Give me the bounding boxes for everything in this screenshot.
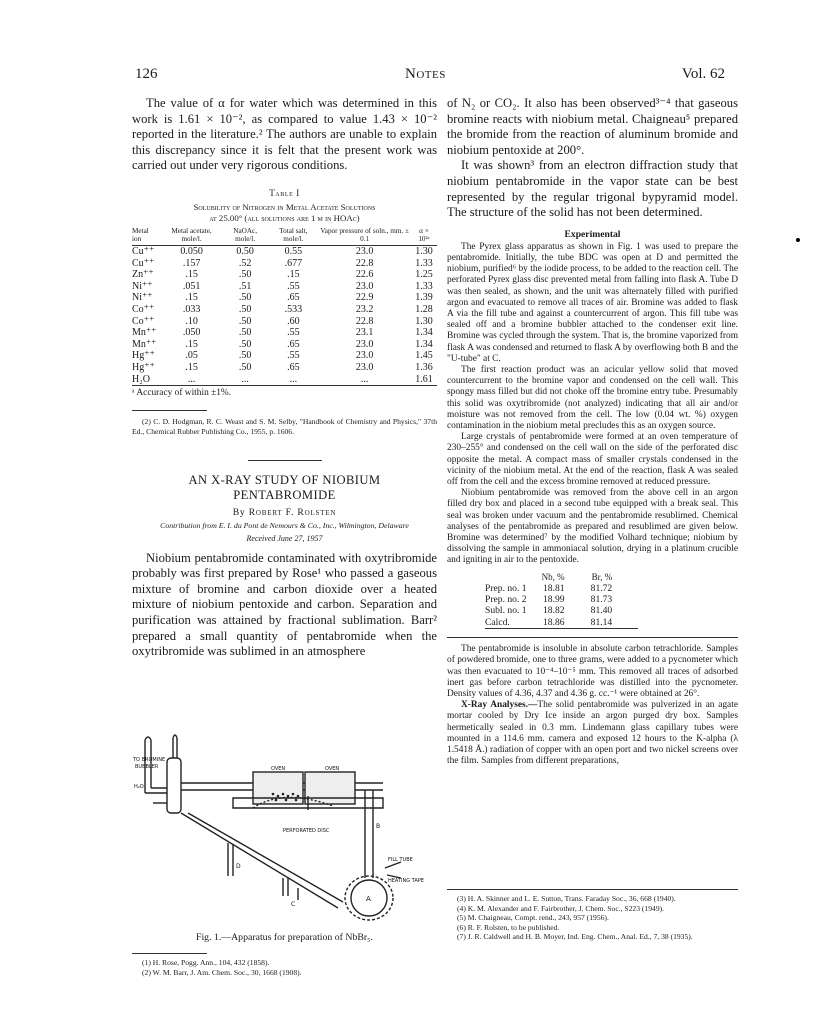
right-paragraph-2: It was shown³ from an electron diffraction study that niobium pentabromide in the vapor state can be best represented by the regular trigonal bypyramid model. The structure of the solid has not been determined. [447,158,738,220]
author-name: Robert F. Rolsten [248,507,337,519]
table-row [132,304,437,316]
table-cell: Co⁺⁺ [132,315,155,327]
running-header [135,66,725,86]
table-cell: 22.8 [355,257,374,269]
page-number: 126 [135,66,158,82]
xray-text: The solid pentabromide was pulverized in an agate mortar cooled by Dry Ice inside an argon purged dry box. Samples hermetically sealed in 0.3 mm. Lindemann glass capillary tubes were mounted in a 114.6 mm. camera and exposed 12 hours to the K-alpha (λ 1.5418 Å.) radiation of copper with an open port and two nickel screens over the film. Samples from different preparations, [447,700,738,767]
table-cell: 23.2 [355,303,374,315]
article-title-line2: PENTABROMIDE [233,488,336,503]
footnote: (6) R. F. Rolsten, to be published. [457,922,560,932]
table-cell: .65 [287,361,300,373]
table-cell: .50 [238,327,252,339]
footnote-separator-left [132,953,207,954]
analysis-cell: Prep. no. 1 [485,582,527,594]
table-cell: 23.0 [355,245,374,257]
table-title: Solubility of Nitrogen in Metal Acetate Solutions [193,201,376,212]
table-row [132,362,437,374]
table-cell: .050 [182,327,201,339]
footnote-2 [132,417,437,436]
analysis-row [485,583,638,594]
letter-a: A [366,895,371,903]
table-cell: Zn⁺⁺ [132,269,154,281]
table-cell: 1.45 [415,350,433,362]
footnote: (3) H. A. Skinner and L. E. Sutton, Trans. Faraday Soc., 36, 668 (1940). [457,894,676,903]
table-cell: 1.25 [415,269,433,281]
table-cell: .05 [185,350,198,362]
col-header: Metal ion [132,227,161,246]
experimental-paragraph-2: The first reaction product was an acicular yellow solid that moved countercurrent to the bromine vapor and condensed on the cell wall. This spongy mass filled but did not choke off the bromine entry tube. Presumably this solid was oxytribromide (not analyzed) indicating that all air and/or moisture was not removed from the cell. The low (0.04 wt. %) oxygen contamination in the niobium metal precludes this as an oxygen source. [447,364,738,431]
table-cell: 0.50 [236,245,254,257]
table-cell: 23.0 [355,280,374,292]
journal-section: Notes [405,66,446,82]
table-cell: .55 [287,280,300,292]
table-cell: 22.8 [355,315,374,327]
analysis-cell: 18.99 [543,594,565,606]
article-divider [248,460,322,461]
solubility-table-block [132,188,437,398]
byline-prefix: By [232,507,246,519]
label-fill-tube: FILL TUBE [388,857,413,863]
received-date: Received June 27, 1957 [246,533,323,543]
experimental-heading: Experimental [564,228,621,240]
condenser [167,758,181,813]
solubility-table [132,227,437,386]
analysis-cell: 81.40 [590,605,613,617]
analysis-header-row [485,571,638,583]
contribution-line: Contribution from E. I. du Pont de Nemours & Co., Inc., Wilmington, Delaware [160,521,409,531]
table-cell: 23.0 [355,338,374,350]
table-row [132,327,437,339]
col-header: NaOAc, mole/l. [222,227,269,246]
table-cell: 23.0 [355,361,374,373]
label-heating-tape: HEATING TAPE [388,878,424,884]
footnotes-left [132,958,437,977]
analysis-cell: 18.81 [543,582,565,594]
footnotes-right [447,894,738,942]
table-cell: ... [161,374,222,386]
letter-b: B [376,823,381,830]
col-header: Total salt, mole/l. [268,227,318,246]
table-cell: .15 [185,361,198,373]
table-cell: .55 [287,350,300,362]
table-cell: .10 [185,315,198,327]
table-cell: 22.6 [355,269,374,281]
footnote: (4) K. M. Alexander and F. Fairbrother, J. Chem. Soc., S223 (1949). [457,903,665,913]
label-bubbler-2: BUBBLER [135,764,159,770]
page-mark [796,238,800,242]
analysis-body [485,583,638,629]
table-cell: Cu⁺⁺ [132,257,155,269]
table-cell: Hg⁺⁺ [132,350,155,362]
table-cell: Ni⁺⁺ [132,292,153,304]
table-cell: 0.050 [180,245,203,257]
table-cell: Co⁺⁺ [132,303,155,315]
xray-paragraph [447,700,738,767]
table-cell: .50 [238,338,252,350]
label-oven-2: OVEN [325,766,340,772]
table-row [132,292,437,304]
table-cell: 1.36 [415,361,433,373]
table-cell: .52 [238,257,252,269]
col-header: Vapor pressure of soln., mm. ± 0.1 [318,227,411,246]
table-header-row [132,227,437,246]
right-column [447,96,738,768]
table-cell: .50 [238,350,252,362]
table-cell: .15 [185,338,198,350]
footnote: (1) H. Rose, Pogg. Ann., 104, 432 (1858). [142,958,270,967]
experimental-paragraph-4: Niobium pentabromide was removed from the above cell in an argon filled dry box and placed in a second tube equipped with a break seal. This seal was broken under vacuum and the pentabromide resublimed. Chemical analyses of the pentabromide as prepared and resublimed are given below. Bromine was determined⁷ by the modified Volhard technique; niobium by dissolving the sample in ammoniacal solution, drying in a platinum crucible and igniting in air to the pentoxide. [447,488,738,566]
table-cell: 1.30 [415,315,433,327]
table-cell: .65 [287,338,300,350]
table-cell: .65 [287,292,300,304]
table-cell: Mn⁺⁺ [132,327,157,339]
table-cell: 1.34 [415,338,433,350]
footnote-separator-right [447,889,738,890]
analysis-cell: 18.86 [541,617,591,629]
table-cell: 0.55 [284,245,303,257]
table-cell: .55 [287,327,300,339]
analysis-row [485,594,638,605]
letter-d: D [236,863,241,870]
table-subtitle: at 25.00° (all solutions are 1 m in HOAc) [209,212,360,223]
table-row [132,269,437,281]
label-h2o: H₂O [134,784,144,790]
label-oven-1: OVEN [271,766,286,772]
left-column [132,96,437,660]
table-cell: .50 [238,315,252,327]
table-row [132,339,437,351]
analysis-row [485,617,638,629]
footnote-text: (2) C. D. Hodgman, R. C. Weast and S. M. Selby, "Handbook of Chemistry and Physics," 37th Ed., Chemical Rubber Publishing Co., 1955, p. 1606. [132,417,437,436]
table-cell: 1.33 [415,280,433,292]
experimental-paragraph-3: Large crystals of pentabromide were formed at an oven temperature of 230–255° and condensed on the cell wall on the side of the perforated disc opposite the metal. A compact mass of smaller crystals condensed in the vicinity of the niobium metal. At the end of the reaction, flask A was sealed off from the cell and the excess bromine removed at reduced pressure. [447,432,738,488]
table-cell: ... [222,374,269,386]
table-cell: .15 [185,269,198,281]
table-row [132,281,437,293]
table-cell: 1.30 [415,245,433,257]
table-cell: .60 [287,315,300,327]
analysis-table [485,571,638,630]
experimental-paragraph-1: The Pyrex glass apparatus as shown in Fig. 1 was used to prepare the pentabromide. Initially, the tube BDC was open at D and permitted the niobium, purified⁶ by the iodide process, to be added to the reaction cell. The perforated Pyrex glass disc prevented metal from falling into flask A. Tube D was then sealed, as shown, and the unit was alternately filled with purified argon and evacuated to remove all traces of air. Bromine was added to flask A via the fill tube and against a countercurrent of argon. This fill tube was sealed off and a bromine bubbler attached to the condenser exit line. Bromine was cycled through the system. That is, the bromine vaporized from flask A was condensed and returned to flask A by overflowing both B and the "U-tube" at C. [447,241,738,364]
table-cell: .677 [284,257,303,269]
table-cell: .033 [182,303,201,315]
table-cell: Ni⁺⁺ [132,280,153,292]
label-disc: PERFORATED DISC [283,828,330,834]
apparatus-figure [133,728,438,938]
table-note: ᵃ Accuracy of within ±1%. [132,388,232,399]
experimental-paragraph-5: The pentabromide is insoluble in absolute carbon tetrachloride. Samples of powdered bromide, one to three grams, were added to a pycnometer which was then evacuated to 10⁻⁴–10⁻⁵ mm. This removed all traces of adsorbed inert gas before carbon tetrachloride was distilled into the pycnometer. Density values of 4.36, 4.37 and 4.36 g. cc.⁻¹ were obtained at 26°. [447,644,738,700]
table-cell: 1.28 [415,303,433,315]
table-cell: 23.1 [355,327,374,339]
table-cell: 1.34 [415,327,433,339]
table-cell: Cu⁺⁺ [132,245,155,257]
byline [132,507,437,518]
table-cell: H₂O [132,374,161,386]
table-cell: .15 [185,292,198,304]
table-cell: .50 [238,361,252,373]
table-body [132,245,437,385]
table-cell: .15 [287,269,300,281]
table-row [132,350,437,362]
analysis-cell: 81.14 [591,617,639,629]
analysis-cell: 81.73 [590,594,613,606]
intro-paragraph: The value of α for water which was determined in this work is 1.61 × 10⁻², as compared to value 1.43 × 10⁻² reported in the literature.² The authors are unable to explain this discrepancy since it is felt that the present work was carried out under very rigorous conditions. [132,96,437,173]
letter-c: C [291,901,296,908]
table-cell: Mn⁺⁺ [132,338,157,350]
table-cell: .157 [182,257,201,269]
figure-caption: Fig. 1.—Apparatus for preparation of NbBr₅. [196,932,373,943]
table-cell: ... [318,374,411,386]
table-cell: .50 [238,269,252,281]
analysis-cell: 81.72 [590,582,613,594]
table-cell: .50 [238,292,252,304]
analysis-cell: Calcd. [485,617,541,629]
analysis-cell: Subl. no. 1 [485,605,527,617]
table-cell: .50 [238,303,252,315]
footnote: (5) M. Chaigneau, Compt. rend., 243, 957 (1956). [457,913,609,923]
col-header: α × 10²ᵃ [411,227,437,246]
analysis-col-header: Br, % [591,571,613,582]
analysis-row [485,605,638,616]
footnote: (7) J. R. Caldwell and H. B. Moyer, Ind. Eng. Chem., Anal. Ed., 7, 38 (1935). [457,932,693,942]
table-cell: ... [268,374,318,386]
analysis-col-header: Nb, % [541,571,565,582]
table-cell: .051 [182,280,201,292]
table-cell: .51 [238,280,252,292]
table-row [132,316,437,328]
section-rule [447,637,738,638]
article-heading [132,473,437,542]
table-cell: .533 [284,303,303,315]
right-paragraph-1: of N₂ or CO₂. It also has been observed³⁻⁴ that gaseous bromine reacts with niobium metal. Chaigneau⁵ prepared the bromide from the reaction of aluminum bromide and niobium pentoxide at 200°. [447,96,738,157]
xray-heading: X-Ray Analyses.— [461,700,538,711]
table-cell: 23.0 [355,350,374,362]
footnote: (2) W. M. Barr, J. Am. Chem. Soc., 30, 1668 (1908). [142,967,302,977]
table-caption: Table I [269,187,300,198]
col-header: Metal acetate, mole/l. [161,227,222,246]
article-title: AN X-RAY STUDY OF NIOBIUM [188,473,381,488]
analysis-col-header [485,571,541,583]
table-row [132,258,437,270]
table-cell: 1.61 [411,374,437,386]
body-paragraph: Niobium pentabromide contaminated with oxytribromide probably was first prepared by Rose¹ who passed a gaseous mixture of bromine and carbon dioxide over a heated mixture of niobium pentoxide and carbon. Separation and purification was attained by fractional sublimation. Barr² prepared a small quantity of pentabromide when the oxytribromide was sublimed in an atmosphere [132,550,437,659]
table-cell: 1.39 [415,292,433,304]
footnote-rule [132,410,207,411]
table-row [132,374,437,386]
table-row [132,245,437,257]
analysis-cell: Prep. no. 2 [485,594,527,606]
analysis-cell: 18.82 [543,605,565,617]
table-cell: Hg⁺⁺ [132,361,155,373]
table-cell: 22.9 [355,292,374,304]
table-cell: 1.33 [415,257,433,269]
label-bubbler-1: TO BROMINE [133,757,166,763]
volume-label: Vol. 62 [681,66,725,82]
